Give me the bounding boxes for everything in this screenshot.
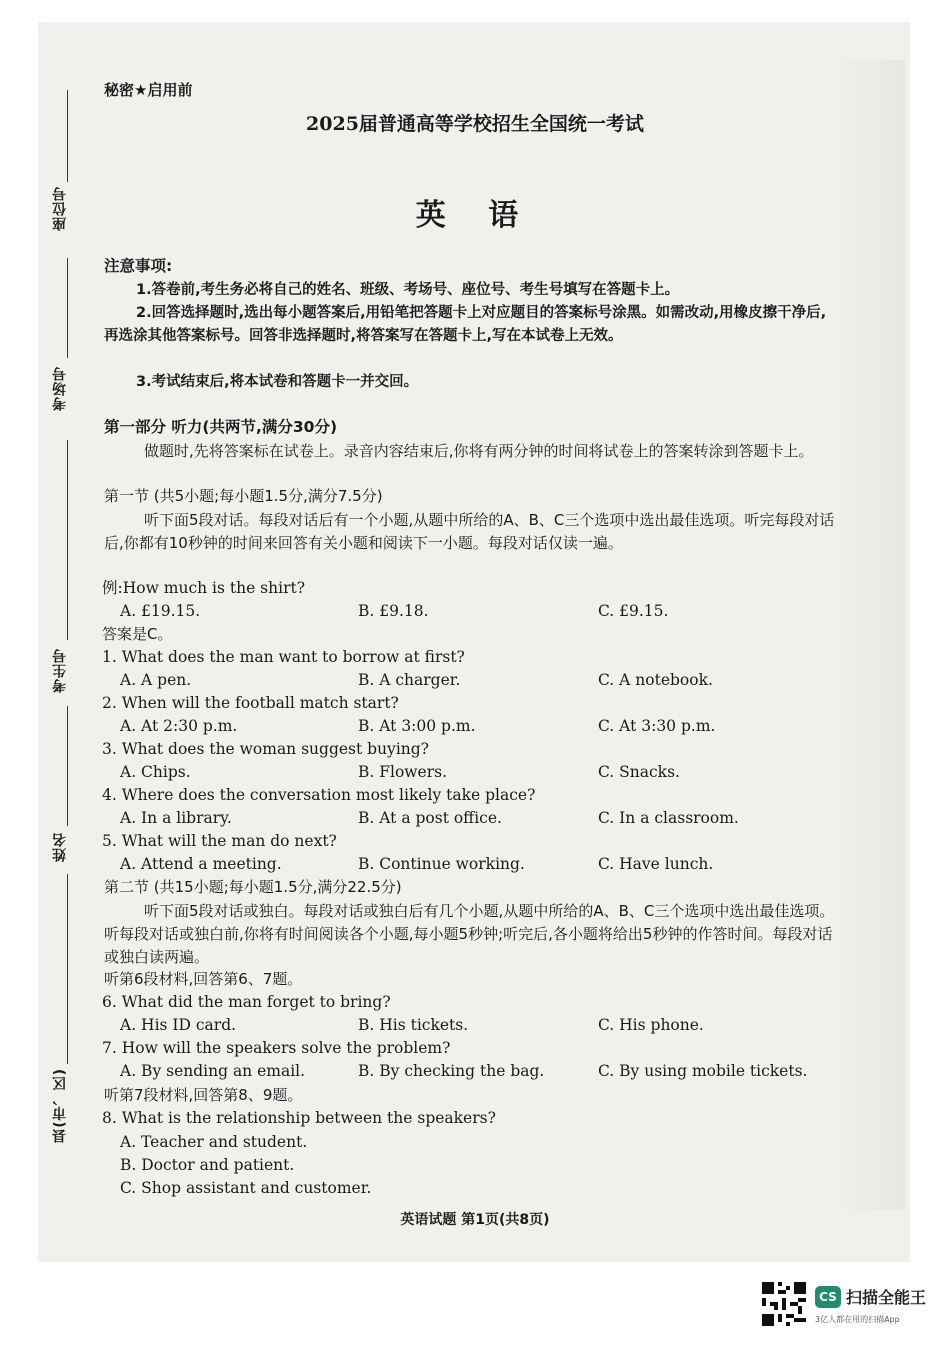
- option-7a: A. By sending an email.: [120, 1062, 306, 1080]
- option-7c: C. By using mobile tickets.: [598, 1062, 808, 1080]
- option-6a: A. His ID card.: [120, 1016, 237, 1034]
- option-7b: B. By checking the bag.: [358, 1062, 545, 1080]
- option-2b: B. At 3:00 p.m.: [358, 717, 476, 735]
- question-2: 2. When will the football match start?: [102, 694, 399, 712]
- camscanner-name: 扫描全能王: [846, 1288, 927, 1307]
- side-line: [67, 258, 68, 358]
- option-3a: A. Chips.: [120, 763, 191, 781]
- material-6-note: 听第6段材料,回答第6、7题。: [104, 970, 303, 988]
- option-8c: C. Shop assistant and customer.: [120, 1179, 372, 1197]
- note-item: 2.回答选择题时,选出每小题答案后,用铅笔把答题卡上对应题目的答案标号涂黑。如需改动,用橡皮擦干净后,再选涂其他答案标号。回答非选择题时,将答案写在答题卡上,写在本试卷上无效。: [104, 305, 827, 344]
- side-label-examinee: 考生号: [52, 648, 68, 693]
- part1-title: 第一部分 听力(共两节,满分30分): [104, 418, 338, 436]
- option-1a: A. A pen.: [120, 671, 192, 689]
- question-7: 7. How will the speakers solve the problem?: [102, 1039, 451, 1057]
- section2-title: 第二节 (共15小题;每小题1.5分,满分22.5分): [104, 878, 402, 896]
- qr-code-icon: [762, 1282, 806, 1326]
- question-1: 1. What does the man want to borrow at first?: [102, 648, 465, 666]
- page-footer: 英语试题 第1页(共8页): [400, 1212, 550, 1228]
- exam-title: 2025届普通高等学校招生全国统一考试: [306, 113, 644, 135]
- note-item: 1.答卷前,考生务必将自己的姓名、班级、考场号、座位号、考生号填写在答题卡上。: [136, 282, 680, 298]
- camscanner-tagline: 3亿人都在用的扫描App: [815, 1315, 900, 1324]
- option-5c: C. Have lunch.: [598, 855, 714, 873]
- option-1b: B. A charger.: [358, 671, 461, 689]
- example-option-b: B. £9.18.: [358, 602, 429, 620]
- option-2c: C. At 3:30 p.m.: [598, 717, 716, 735]
- example-option-a: A. £19.15.: [120, 602, 201, 620]
- side-line: [67, 440, 68, 640]
- question-4: 4. Where does the conversation most likely take place?: [102, 786, 536, 804]
- option-5a: A. Attend a meeting.: [120, 855, 282, 873]
- note-item: 3.考试结束后,将本试卷和答题卡一并交回。: [136, 374, 419, 390]
- example-answer: 答案是C。: [102, 625, 173, 643]
- confidential-mark: 秘密★启用前: [104, 81, 193, 99]
- notes-heading: 注意事项:: [104, 257, 173, 275]
- option-8b: B. Doctor and patient.: [120, 1156, 295, 1174]
- question-8: 8. What is the relationship between the speakers?: [102, 1109, 496, 1127]
- material-7-note: 听第7段材料,回答第8、9题。: [104, 1086, 303, 1104]
- option-3b: B. Flowers.: [358, 763, 448, 781]
- option-1c: C. A notebook.: [598, 671, 713, 689]
- question-5: 5. What will the man do next?: [102, 832, 337, 850]
- part1-intro: 做题时,先将答案标在试卷上。录音内容结束后,你将有两分钟的时间将试卷上的答案转涂到答题卡上。: [144, 442, 814, 460]
- option-4a: A. In a library.: [120, 809, 232, 827]
- option-8a: A. Teacher and student.: [120, 1133, 308, 1151]
- option-4b: B. At a post office.: [358, 809, 502, 827]
- section1-intro: 听下面5段对话。每段对话后有一个小题,从题中所给的A、B、C三个选项中选出最佳选项。听完每段对话后,你都有10秒钟的时间来回答有关小题和阅读下一小题。每段对话仅读一遍。: [104, 511, 835, 552]
- question-3: 3. What does the woman suggest buying?: [102, 740, 429, 758]
- subject-title: 英 语: [415, 198, 535, 233]
- option-6c: C. His phone.: [598, 1016, 704, 1034]
- option-4c: C. In a classroom.: [598, 809, 739, 827]
- side-line: [67, 90, 68, 182]
- camscanner-logo-icon: CS: [815, 1286, 841, 1308]
- question-6: 6. What did the man forget to bring?: [102, 993, 391, 1011]
- side-line: [67, 706, 68, 826]
- option-5b: B. Continue working.: [358, 855, 525, 873]
- section2-intro: 听下面5段对话或独白。每段对话或独白后有几个小题,从题中所给的A、B、C三个选项中选出最佳选项。听每段对话或独白前,你将有时间阅读各个小题,每小题5秒钟;听完后,各小题将给出5秒钟的作答时间。每段对话或独白读两遍。: [104, 902, 835, 966]
- side-label-room: 考场号: [52, 366, 68, 411]
- side-label-county: 县(市、区): [52, 1068, 68, 1143]
- side-line: [67, 874, 68, 1064]
- option-6b: B. His tickets.: [358, 1016, 469, 1034]
- section1-title: 第一节 (共5小题;每小题1.5分,满分7.5分): [104, 487, 383, 505]
- option-3c: C. Snacks.: [598, 763, 680, 781]
- side-label-name: 姓名: [52, 832, 68, 862]
- option-2a: A. At 2:30 p.m.: [120, 717, 238, 735]
- example-option-c: C. £9.15.: [598, 602, 669, 620]
- example-question: 例:How much is the shirt?: [102, 579, 306, 597]
- side-label-seat: 座位号: [52, 186, 68, 231]
